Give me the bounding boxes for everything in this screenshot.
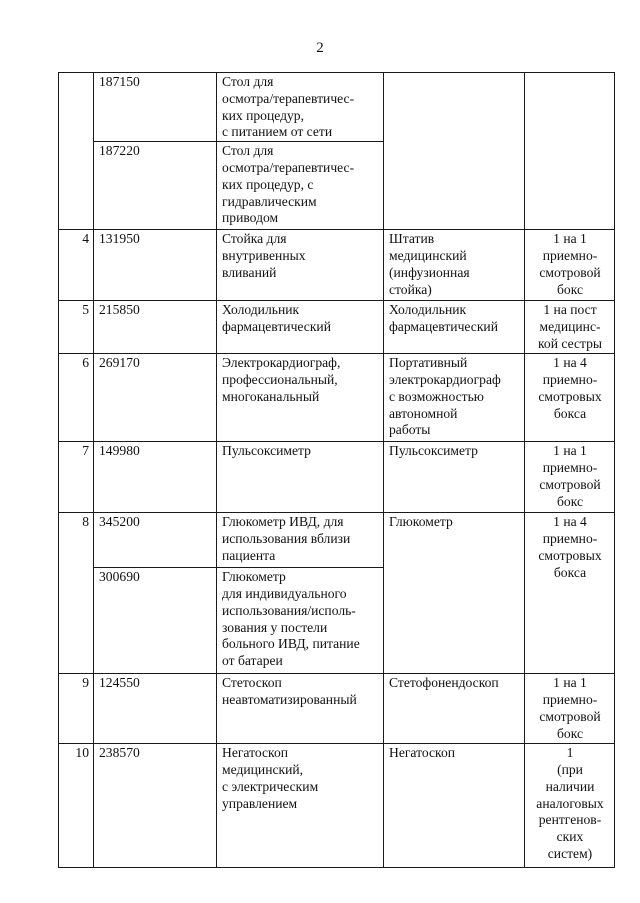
row-number-cell: 4 — [59, 230, 94, 301]
device-name-cell: Негатоскоп медицинский, с электрическим управлением — [217, 744, 384, 868]
requirement-cell: Портативный электрокардиограф с возможностью автономной работы — [384, 354, 525, 442]
device-name-cell: Электрокардиограф, профессиональный, многоканальный — [217, 354, 384, 442]
code-cell: 149980 — [94, 442, 217, 513]
code-cell: 345200 — [94, 513, 217, 568]
table-row — [59, 73, 615, 142]
device-name-cell: Пульсоксиметр — [217, 442, 384, 513]
quantity-cell: 1 (при наличии аналоговых рентгенов- ских систем) — [525, 744, 615, 868]
requirement-cell: Глюкометр — [384, 513, 525, 674]
row-number-cell: 5 — [59, 301, 94, 354]
table-row — [59, 442, 615, 513]
requirement-cell: Негатоскоп — [384, 744, 525, 868]
code-cell: 131950 — [94, 230, 217, 301]
table-row — [59, 230, 615, 301]
code-cell: 300690 — [94, 568, 217, 674]
device-name-cell: Стетоскоп неавтоматизированный — [217, 674, 384, 744]
device-name-cell: Стол для осмотра/терапевтичес- ких процедур, с гидравлическим приводом — [217, 142, 384, 230]
requirement-cell: Холодильник фармацевтический — [384, 301, 525, 354]
device-name-cell: Глюкометр для индивидуального использования/исполь- зования у постели больного ИВД, питание от батареи — [217, 568, 384, 674]
code-cell: 187220 — [94, 142, 217, 230]
row-number-cell: 10 — [59, 744, 94, 868]
requirement-cell: Пульсоксиметр — [384, 442, 525, 513]
device-name-cell: Стойка для внутривенных вливаний — [217, 230, 384, 301]
requirement-cell: Штатив медицинский (инфузионная стойка) — [384, 230, 525, 301]
quantity-cell: 1 на 4 приемно- смотровых бокса — [525, 354, 615, 442]
table-row — [59, 513, 615, 568]
code-cell: 187150 — [94, 73, 217, 142]
code-cell: 215850 — [94, 301, 217, 354]
device-name-cell: Глюкометр ИВД, для использования вблизи пациента — [217, 513, 384, 568]
quantity-cell: 1 на пост медицинс- кой сестры — [525, 301, 615, 354]
row-number-cell: 7 — [59, 442, 94, 513]
code-cell: 269170 — [94, 354, 217, 442]
row-number-cell: 6 — [59, 354, 94, 442]
code-cell: 124550 — [94, 674, 217, 744]
table-row — [59, 354, 615, 442]
table-row — [59, 301, 615, 354]
equipment-table — [58, 72, 615, 868]
table-row — [59, 744, 615, 868]
quantity-cell — [525, 73, 615, 230]
quantity-cell: 1 на 1 приемно- смотровой бокс — [525, 442, 615, 513]
row-number-cell: 8 — [59, 513, 94, 674]
quantity-cell: 1 на 1 приемно- смотровой бокс — [525, 230, 615, 301]
requirement-cell: Стетофонендоскоп — [384, 674, 525, 744]
quantity-cell: 1 на 4 приемно- смотровых бокса — [525, 513, 615, 674]
page-number: 2 — [316, 40, 324, 56]
code-cell: 238570 — [94, 744, 217, 868]
requirement-cell — [384, 73, 525, 230]
row-number-cell — [59, 73, 94, 230]
row-number-cell: 9 — [59, 674, 94, 744]
device-name-cell: Стол для осмотра/терапевтичес- ких процедур, с питанием от сети — [217, 73, 384, 142]
device-name-cell: Холодильник фармацевтический — [217, 301, 384, 354]
quantity-cell: 1 на 1 приемно- смотровой бокс — [525, 674, 615, 744]
table-row — [59, 674, 615, 744]
